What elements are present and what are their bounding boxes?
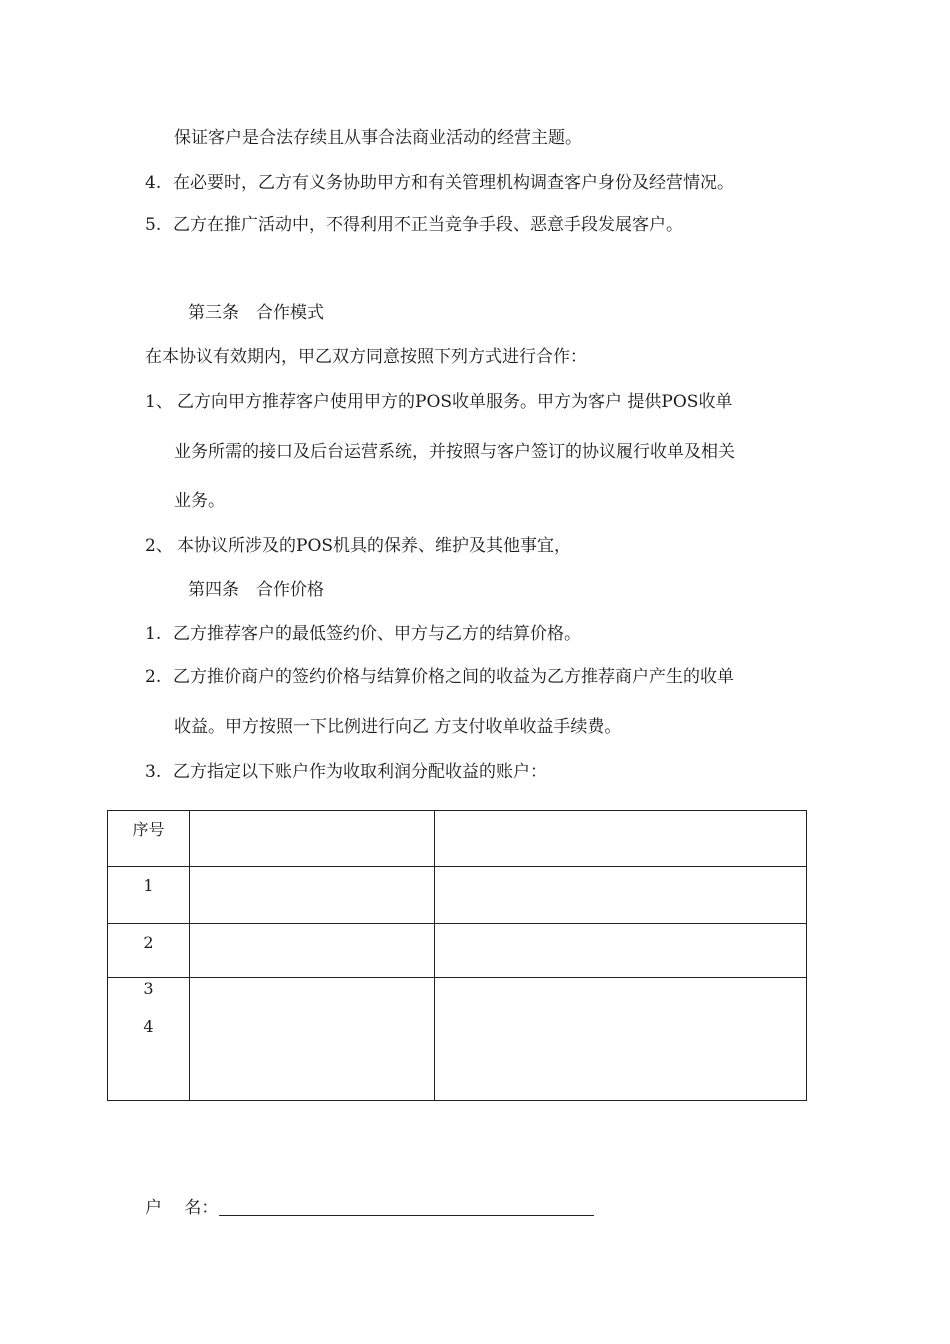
account-name-blank-line [219, 1215, 594, 1216]
item-text: 乙方在推广活动中，不得利用不正当竞争手段、恶意手段发展客户。 [173, 215, 683, 235]
seq-cell [108, 924, 190, 978]
item-number: 5. [145, 215, 162, 235]
section2-item4 [145, 172, 734, 194]
table-cell [435, 978, 807, 1101]
article4-item3 [145, 761, 547, 783]
account-name-label: 户 名： [145, 1198, 219, 1218]
item-number: 4. [145, 173, 162, 193]
item-text: 本协议所涉及的POS机具的保养、维护及其他事宜， [177, 536, 572, 556]
item-text: 乙方推价商户的签约价格与结算价格之间的收益为乙方推荐商户产生的收单 [173, 667, 734, 687]
table-cell [190, 978, 435, 1101]
header-seq-cell [108, 811, 190, 867]
article3-item1 [145, 391, 732, 413]
item-number: 1、 [145, 392, 173, 412]
table-cell [190, 924, 435, 978]
table-row [108, 867, 807, 924]
seq-number: 3 [143, 979, 154, 998]
item-text: 乙方向甲方推荐客户使用甲方的POS收单服务。甲方为客户 提供POS收单 [177, 392, 733, 412]
seq-number-extra: 4 [143, 1017, 154, 1036]
table-row [108, 924, 807, 978]
account-table [107, 810, 807, 1101]
section2-item5 [145, 214, 683, 236]
item-number: 2、 [145, 536, 173, 556]
table-cell [190, 867, 435, 924]
item-text: 在必要时，乙方有义务协助甲方和有关管理机构调查客户身份及经营情况。 [173, 173, 734, 193]
article4-item2-line2: 收益。甲方按照一下比例进行向乙 方支付收单收益手续费。 [174, 717, 622, 737]
article3-item1-line3: 业务。 [174, 491, 225, 511]
seq-cell [108, 867, 190, 924]
article4-item1 [145, 623, 581, 645]
seq-number: 1 [143, 876, 154, 895]
seq-cell [108, 978, 190, 1101]
seq-number: 2 [143, 933, 154, 952]
table-cell [435, 924, 807, 978]
header-col2-cell [190, 811, 435, 867]
section2-item3-continuation: 保证客户是合法存续且从事合法商业活动的经营主题。 [174, 128, 582, 148]
article3-item1-line2: 业务所需的接口及后台运营系统，并按照与客户签订的协议履行收单及相关 [174, 442, 735, 462]
article4-heading: 第四条 合作价格 [188, 580, 324, 600]
article3-item2 [145, 535, 571, 557]
table-header-row [108, 811, 807, 867]
header-seq-label: 序号 [132, 820, 165, 839]
article3-heading: 第三条 合作模式 [188, 303, 324, 323]
table-row [108, 978, 807, 1101]
table-cell [435, 867, 807, 924]
header-col3-cell [435, 811, 807, 867]
item-number: 1. [145, 624, 162, 644]
item-text: 乙方指定以下账户作为收取利润分配收益的账户： [173, 762, 547, 782]
item-number: 3. [145, 762, 162, 782]
item-number: 2. [145, 667, 162, 687]
item-text: 乙方推荐客户的最低签约价、甲方与乙方的结算价格。 [173, 624, 581, 644]
article4-item2 [145, 666, 734, 688]
article3-intro: 在本协议有效期内，甲乙双方同意按照下列方式进行合作： [145, 347, 587, 367]
